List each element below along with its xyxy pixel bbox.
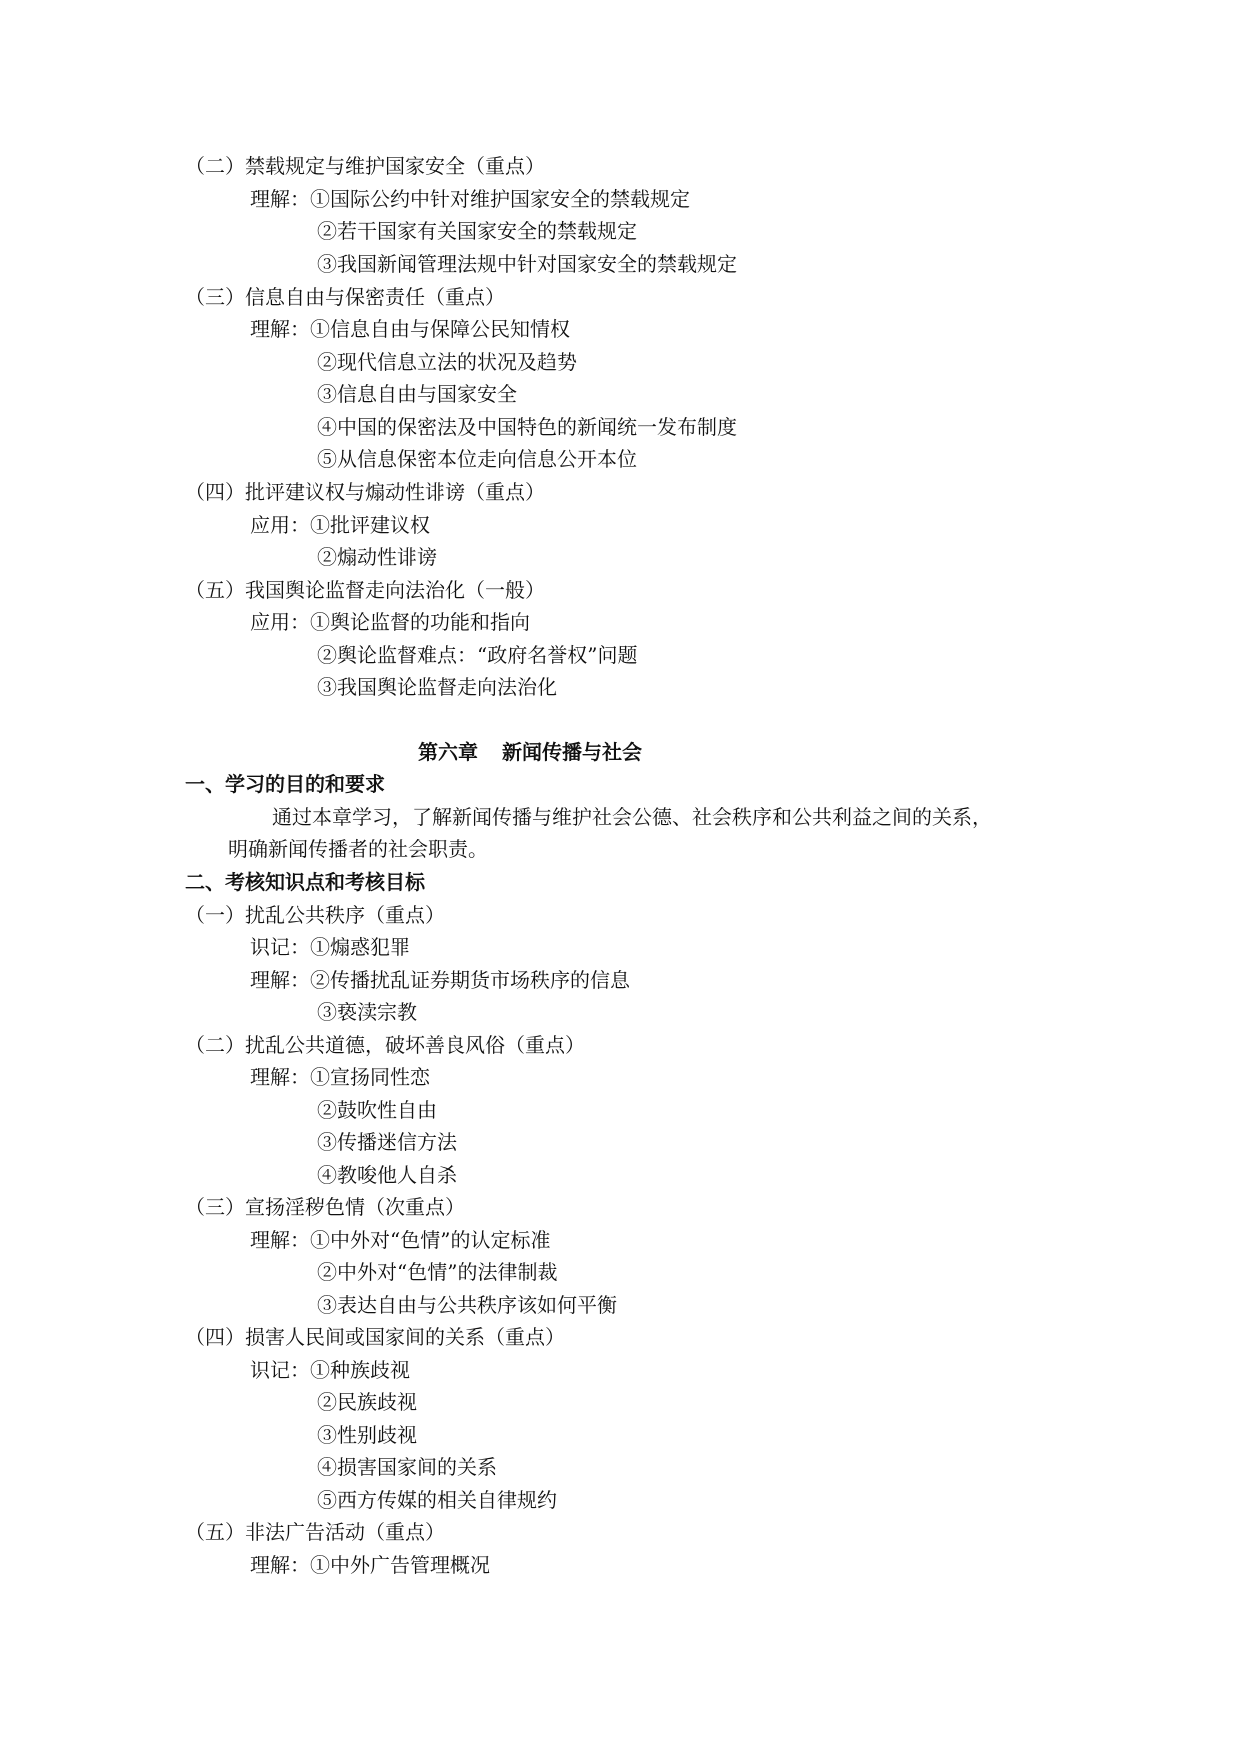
- outline-line: 理解：①信息自由与保障公民知情权: [250, 317, 570, 341]
- outline-line: ②民族歧视: [317, 1390, 417, 1414]
- outline-line: 理解：①中外对“色情”的认定标准: [250, 1228, 551, 1252]
- outline-line: ④损害国家间的关系: [317, 1455, 497, 1479]
- subheading: 一、学习的目的和要求: [185, 772, 385, 796]
- outline-line: ③我国新闻管理法规中针对国家安全的禁载规定: [317, 252, 737, 276]
- outline-line: 应用：①舆论监督的功能和指向: [250, 610, 530, 634]
- outline-line: ③传播迷信方法: [317, 1130, 457, 1154]
- section-heading: （三）宣扬淫秽色情（次重点）: [185, 1195, 465, 1219]
- paragraph-line: 明确新闻传播者的社会职责。: [228, 837, 488, 861]
- chapter-title: [418, 739, 642, 765]
- outline-line: ②中外对“色情”的法律制裁: [317, 1260, 558, 1284]
- outline-line: ②鼓吹性自由: [317, 1098, 437, 1122]
- outline-line: 应用：①批评建议权: [250, 513, 430, 537]
- outline-line: 理解：①宣扬同性恋: [250, 1065, 430, 1089]
- outline-line: ④中国的保密法及中国特色的新闻统一发布制度: [317, 415, 737, 439]
- outline-line: ⑤西方传媒的相关自律规约: [317, 1488, 557, 1512]
- outline-line: ③信息自由与国家安全: [317, 382, 517, 406]
- section-heading: （五）我国舆论监督走向法治化（一般）: [185, 578, 545, 602]
- outline-line: ②若干国家有关国家安全的禁载规定: [317, 219, 637, 243]
- section-heading: （二）禁载规定与维护国家安全（重点）: [185, 154, 545, 178]
- subheading: 二、考核知识点和考核目标: [185, 870, 425, 894]
- paragraph-line: 通过本章学习，了解新闻传播与维护社会公德、社会秩序和公共利益之间的关系，: [272, 805, 992, 829]
- section-heading: （二）扰乱公共道德，破坏善良风俗（重点）: [185, 1033, 585, 1057]
- outline-line: ④教唆他人自杀: [317, 1163, 457, 1187]
- outline-line: ②现代信息立法的状况及趋势: [317, 350, 577, 374]
- outline-line: ③亵渎宗教: [317, 1000, 417, 1024]
- outline-line: 理解：②传播扰乱证券期货市场秩序的信息: [250, 968, 630, 992]
- section-heading: （四）损害人民间或国家间的关系（重点）: [185, 1325, 565, 1349]
- outline-line: ②煽动性诽谤: [317, 545, 437, 569]
- section-heading: （三）信息自由与保密责任（重点）: [185, 285, 505, 309]
- outline-line: 理解：①国际公约中针对维护国家安全的禁载规定: [250, 187, 690, 211]
- outline-line: ③表达自由与公共秩序该如何平衡: [317, 1293, 617, 1317]
- outline-line: 理解：①中外广告管理概况: [250, 1553, 490, 1577]
- outline-line: 识记：①种族歧视: [250, 1358, 410, 1382]
- outline-line: 识记：①煽惑犯罪: [250, 935, 410, 959]
- chapter-number: 第六章: [418, 740, 478, 764]
- section-heading: （五）非法广告活动（重点）: [185, 1520, 445, 1544]
- chapter-name: 新闻传播与社会: [502, 740, 642, 764]
- section-heading: （一）扰乱公共秩序（重点）: [185, 903, 445, 927]
- outline-line: ②舆论监督难点：“政府名誉权”问题: [317, 643, 638, 667]
- section-heading: （四）批评建议权与煽动性诽谤（重点）: [185, 480, 545, 504]
- outline-line: ③我国舆论监督走向法治化: [317, 675, 557, 699]
- outline-line: ③性别歧视: [317, 1423, 417, 1447]
- outline-line: ⑤从信息保密本位走向信息公开本位: [317, 447, 637, 471]
